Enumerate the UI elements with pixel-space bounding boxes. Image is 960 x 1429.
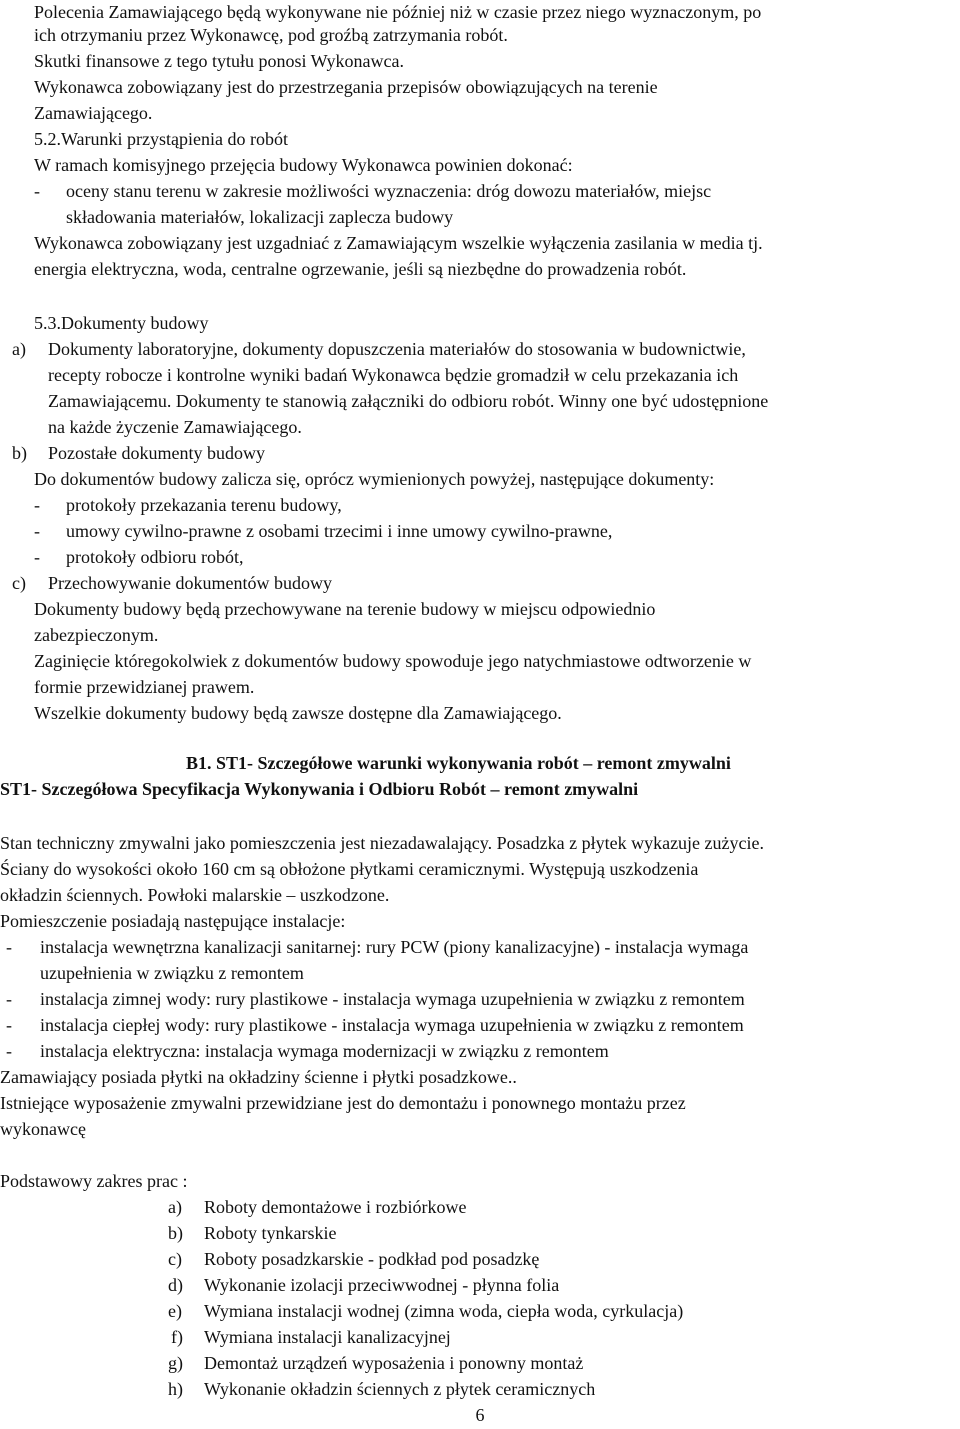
bullet-marker: - <box>6 937 12 957</box>
state-after-text: wykonawcę <box>0 1119 86 1139</box>
intro-line: Zamawiającego. <box>34 103 153 123</box>
bullet-marker: - <box>34 495 40 515</box>
scope-marker: b) <box>168 1223 183 1243</box>
bullet-marker: - <box>6 989 12 1009</box>
install-item: instalacja elektryczna: instalacja wymaga modernizacji w związku z remontem <box>40 1041 609 1061</box>
item-marker-a: a) <box>12 339 26 359</box>
item-c-text: Dokumenty budowy będą przechowywane na terenie budowy w miejscu odpowiednio <box>34 599 656 619</box>
item-c-text: Wszelkie dokumenty budowy będą zawsze dostępne dla Zamawiającego. <box>34 703 562 723</box>
item-b-lead: Do dokumentów budowy zalicza się, oprócz wymienionych powyżej, następujące dokumenty: <box>34 469 715 489</box>
bullet-text: protokoły odbioru robót, <box>66 547 244 567</box>
scope-item: Roboty tynkarskie <box>204 1223 337 1243</box>
section-5-2-text: energia elektryczna, woda, centralne ogrzewanie, jeśli są niezbędne do prowadzenia robót. <box>34 259 687 279</box>
item-c-heading: Przechowywanie dokumentów budowy <box>48 573 332 593</box>
scope-item: Demontaż urządzeń wyposażenia i ponowny montaż <box>204 1353 584 1373</box>
item-a-text: Dokumenty laboratoryjne, dokumenty dopuszczenia materiałów do stosowania w budownictwie, <box>48 339 746 359</box>
scope-item: Wymiana instalacji wodnej (zimna woda, ciepła woda, cyrkulacja) <box>204 1301 684 1321</box>
scope-marker: c) <box>168 1249 182 1269</box>
section-5-2-heading: 5.2.Warunki przystąpienia do robót <box>34 129 288 149</box>
intro-line: Polecenia Zamawiającego będą wykonywane nie później niż w czasie przez niego wyznaczonym, po <box>34 2 762 22</box>
item-marker-b: b) <box>12 443 27 463</box>
scope-item: Wymiana instalacji kanalizacyjnej <box>204 1327 451 1347</box>
intro-line: Wykonawca zobowiązany jest do przestrzegania przepisów obowiązujących na terenie <box>34 77 658 97</box>
b1-title: B1. ST1- Szczegółowe warunki wykonywania robót – remont zmywalni <box>186 753 731 773</box>
bullet-text: składowania materiałów, lokalizacji zaplecza budowy <box>66 207 454 227</box>
scope-marker: d) <box>168 1275 183 1295</box>
item-c-text: formie przewidzianej prawem. <box>34 677 255 697</box>
b1-subtitle: ST1- Szczegółowa Specyfikacja Wykonywania i Odbioru Robót – remont zmywalni <box>0 779 639 799</box>
page-number: 6 <box>475 1405 485 1425</box>
install-item-cont: uzupełnienia w związku z remontem <box>40 963 304 983</box>
bullet-text: protokoły przekazania terenu budowy, <box>66 495 342 515</box>
item-b-heading: Pozostałe dokumenty budowy <box>48 443 265 463</box>
bullet-text: oceny stanu terenu w zakresie możliwości wyznaczenia: dróg dowozu materiałów, miejsc <box>66 181 712 201</box>
state-after-text: Istniejące wyposażenie zmywalni przewidziane jest do demontażu i ponownego montażu przez <box>0 1093 686 1113</box>
scope-marker: e) <box>168 1301 182 1321</box>
item-c-text: zabezpieczonym. <box>34 625 159 645</box>
scope-item: Roboty posadzkarskie - podkład pod posadzkę <box>204 1249 540 1269</box>
state-text: Ściany do wysokości około 160 cm są obłożone płytkami ceramicznymi. Występują uszkodzenia <box>0 859 699 879</box>
install-item: instalacja wewnętrzna kanalizacji sanitarnej: rury PCW (piony kanalizacyjne) - instalacja wymaga <box>40 937 749 957</box>
section-5-2-text: Wykonawca zobowiązany jest uzgadniać z Zamawiającym wszelkie wyłączenia zasilania w media tj. <box>34 233 763 253</box>
bullet-marker: - <box>34 521 40 541</box>
item-a-text: recepty robocze i kontrolne wyniki badań Wykonawca będzie gromadził w celu przekazania ich <box>48 365 739 385</box>
scope-marker: g) <box>168 1353 183 1373</box>
item-c-text: Zaginięcie któregokolwiek z dokumentów budowy spowoduje jego natychmiastowe odtworzenie w <box>34 651 752 671</box>
bullet-text: umowy cywilno-prawne z osobami trzecimi i inne umowy cywilno-prawne, <box>66 521 613 541</box>
item-a-text: Zamawiającemu. Dokumenty te stanowią załączniki do odbioru robót. Winny one być udostępnione <box>48 391 769 411</box>
scope-marker: a) <box>168 1197 182 1217</box>
state-text: Pomieszczenie posiadają następujące instalacje: <box>0 911 346 931</box>
scope-item: Wykonanie izolacji przeciwwodnej - płynna folia <box>204 1275 560 1295</box>
scope-item: Wykonanie okładzin ściennych z płytek ceramicznych <box>204 1379 596 1399</box>
item-marker-c: c) <box>12 573 26 593</box>
section-5-2-lead: W ramach komisyjnego przejęcia budowy Wykonawca powinien dokonać: <box>34 155 573 175</box>
bullet-marker: - <box>34 547 40 567</box>
scope-marker: f) <box>171 1327 183 1347</box>
state-after-text: Zamawiający posiada płytki na okładziny ścienne i płytki posadzkowe.. <box>0 1067 517 1087</box>
scope-marker: h) <box>168 1379 183 1399</box>
state-text: okładzin ściennych. Powłoki malarskie – uszkodzone. <box>0 885 390 905</box>
intro-line: ich otrzymaniu przez Wykonawcę, pod groźbą zatrzymania robót. <box>34 25 508 45</box>
bullet-marker: - <box>34 181 40 201</box>
scope-item: Roboty demontażowe i rozbiórkowe <box>204 1197 467 1217</box>
scope-heading: Podstawowy zakres prac : <box>0 1171 188 1191</box>
section-5-3-heading: 5.3.Dokumenty budowy <box>34 313 209 333</box>
intro-line: Skutki finansowe z tego tytułu ponosi Wykonawca. <box>34 51 405 71</box>
install-item: instalacja ciepłej wody: rury plastikowe - instalacja wymaga uzupełnienia w związku z remontem <box>40 1015 744 1035</box>
state-text: Stan techniczny zmywalni jako pomieszczenia jest niezadawalający. Posadzka z płytek wykazuje zużycie. <box>0 833 765 853</box>
item-a-text: na każde życzenie Zamawiającego. <box>48 417 302 437</box>
bullet-marker: - <box>6 1041 12 1061</box>
bullet-marker: - <box>6 1015 12 1035</box>
install-item: instalacja zimnej wody: rury plastikowe - instalacja wymaga uzupełnienia w związku z remontem <box>40 989 745 1009</box>
